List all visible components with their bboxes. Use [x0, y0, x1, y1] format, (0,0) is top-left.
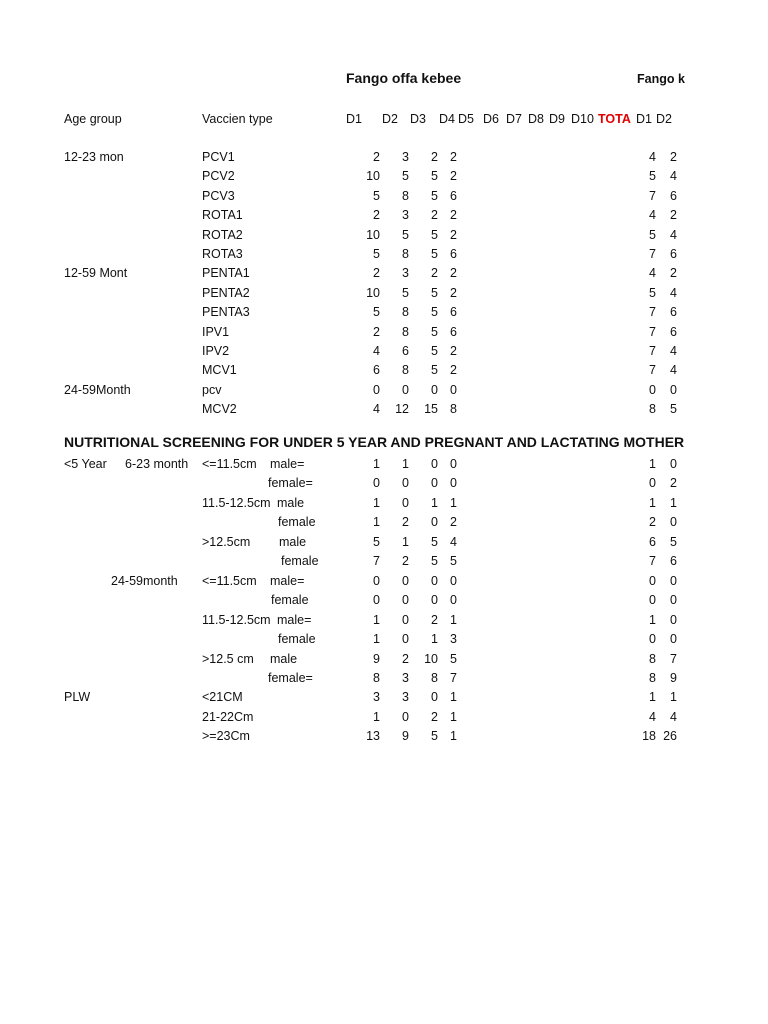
cell-d1: 5: [373, 305, 380, 320]
cell-d1: 1: [373, 709, 380, 724]
vaccine-label: ROTA3: [202, 247, 243, 261]
cell-d1: 1: [373, 495, 380, 510]
cell-kebele2-d2: 5: [670, 534, 677, 549]
sex-label: male=: [270, 457, 305, 471]
nutrition-section-title: NUTRITIONAL SCREENING FOR UNDER 5 YEAR AND PREGNANT AND LACTATING MOTHER: [64, 434, 685, 450]
cell-d1: 1: [373, 632, 380, 647]
cell-d2: 8: [402, 305, 409, 320]
header-total: TOTA: [598, 112, 631, 126]
cell-kebele2-d1: 8: [649, 402, 656, 417]
cell-d4: 1: [450, 690, 457, 705]
cell-d3: 5: [431, 554, 438, 569]
cell-d4: 7: [450, 670, 457, 685]
cell-kebele2-d1: 0: [649, 573, 656, 588]
cell-kebele2-d1: 7: [649, 363, 656, 378]
cell-d2: 1: [402, 457, 409, 471]
cell-d1: 1: [373, 612, 380, 627]
cell-d3: 2: [431, 612, 438, 627]
vaccine-label: PENTA2: [202, 285, 250, 300]
sex-label: male=: [270, 573, 305, 588]
cell-d3: 5: [431, 344, 438, 358]
cell-d3: 5: [431, 363, 438, 378]
cell-kebele2-d2: 0: [670, 515, 677, 530]
muac-range-label: >12.5cm: [202, 534, 251, 549]
cell-d1: 5: [373, 534, 380, 549]
cell-d3: 0: [431, 573, 438, 588]
cell-kebele2-d2: 7: [670, 651, 677, 666]
sex-label: female: [278, 632, 316, 647]
cell-d1: 2: [373, 266, 380, 281]
cell-kebele2-d2: 1: [670, 690, 677, 705]
cell-kebele2-d2: 6: [670, 324, 677, 339]
cell-d3: 5: [431, 169, 438, 184]
cell-kebele2-d1: 5: [649, 285, 656, 300]
age-group-label: 24-59Month: [64, 382, 131, 397]
cell-d1: 6: [373, 363, 380, 378]
cell-d2: 2: [402, 554, 409, 569]
cell-d2: 3: [402, 690, 409, 705]
vaccine-label: MCV2: [202, 402, 237, 417]
muac-range-label: <=11.5cm: [202, 457, 257, 471]
cell-kebele2-d2: 6: [670, 247, 677, 261]
cell-d3: 2: [431, 266, 438, 281]
cell-d1: 9: [373, 651, 380, 666]
header-day-d9: D9: [549, 112, 565, 126]
cell-d4: 4: [450, 534, 457, 549]
cell-d4: 2: [450, 344, 457, 358]
vaccine-label: PCV3: [202, 188, 235, 203]
cell-d3: 0: [431, 382, 438, 397]
cell-d3: 5: [431, 247, 438, 261]
age-group-label: 12-59 Mont: [64, 266, 128, 281]
cell-kebele2-d2: 4: [670, 709, 677, 724]
header-day2-d2: D2: [656, 112, 672, 126]
cell-d4: 6: [450, 324, 457, 339]
cell-d2: 0: [402, 593, 409, 608]
cell-kebele2-d1: 8: [649, 651, 656, 666]
cell-d3: 1: [431, 495, 438, 510]
cell-kebele2-d1: 1: [649, 457, 656, 471]
cell-kebele2-d1: 1: [649, 690, 656, 705]
cell-d1: 13: [366, 729, 380, 744]
cell-d2: 5: [402, 285, 409, 300]
vaccine-label: PENTA1: [202, 266, 250, 281]
cell-d3: 0: [431, 476, 438, 491]
cell-d4: 5: [450, 651, 457, 666]
cell-d4: 0: [450, 593, 457, 608]
muac-range-label: <=11.5cm: [202, 573, 257, 588]
cell-d4: 2: [450, 363, 457, 378]
cell-d2: 8: [402, 188, 409, 203]
cell-d4: 0: [450, 573, 457, 588]
cell-d3: 5: [431, 188, 438, 203]
cell-d3: 0: [431, 690, 438, 705]
cell-kebele2-d1: 0: [649, 382, 656, 397]
cell-d1: 3: [373, 690, 380, 705]
cell-kebele2-d2: 0: [670, 457, 677, 471]
cell-d2: 2: [402, 651, 409, 666]
cell-d1: 0: [373, 382, 380, 397]
header-day-d2: D2: [382, 112, 398, 126]
cell-kebele2-d1: 0: [649, 476, 656, 491]
cell-d4: 2: [450, 266, 457, 281]
cell-d3: 5: [431, 534, 438, 549]
cell-d2: 3: [402, 266, 409, 281]
cell-kebele2-d2: 6: [670, 305, 677, 320]
header-day-d4: D4: [439, 112, 455, 126]
cell-kebele2-d1: 4: [649, 150, 656, 164]
vaccine-label: pcv: [202, 382, 222, 397]
cell-d3: 5: [431, 324, 438, 339]
cell-d4: 2: [450, 227, 457, 242]
cell-d4: 2: [450, 515, 457, 530]
cell-kebele2-d2: 26: [663, 729, 677, 744]
sex-label: male=: [277, 612, 312, 627]
cell-d1: 5: [373, 247, 380, 261]
cell-d1: 4: [373, 344, 380, 358]
sex-label: female: [271, 593, 309, 608]
cell-kebele2-d1: 18: [642, 729, 656, 744]
cell-kebele2-d1: 4: [649, 266, 656, 281]
vaccine-label: MCV1: [202, 363, 237, 378]
cell-d4: 5: [450, 554, 457, 569]
cell-kebele2-d2: 9: [670, 670, 677, 685]
cell-kebele2-d1: 1: [649, 612, 656, 627]
cell-kebele2-d1: 7: [649, 344, 656, 358]
cell-kebele2-d2: 0: [670, 593, 677, 608]
age-range-label: 6-23 month: [125, 457, 189, 471]
cell-kebele2-d1: 5: [649, 169, 656, 184]
muac-range-label: >12.5 cm: [202, 651, 254, 666]
cell-d2: 2: [402, 515, 409, 530]
age-group-label: 12-23 mon: [64, 150, 124, 164]
cell-d3: 2: [431, 709, 438, 724]
cell-d1: 1: [373, 457, 380, 471]
cell-d1: 0: [373, 476, 380, 491]
cell-d2: 0: [402, 476, 409, 491]
cell-d3: 5: [431, 305, 438, 320]
cell-d4: 0: [450, 476, 457, 491]
age-range-label: 24-59month: [111, 573, 178, 588]
cell-d2: 8: [402, 247, 409, 261]
cell-d2: 0: [402, 382, 409, 397]
cell-kebele2-d2: 2: [670, 476, 677, 491]
cell-d2: 0: [402, 612, 409, 627]
cell-d4: 3: [450, 632, 457, 647]
cell-d4: 1: [450, 729, 457, 744]
cell-kebele2-d1: 7: [649, 247, 656, 261]
muac-range-label: 11.5-12.5cm: [202, 612, 271, 627]
header-day-d6: D6: [483, 112, 499, 126]
cell-d1: 0: [373, 593, 380, 608]
cell-kebele2-d2: 2: [670, 266, 677, 281]
vaccine-label: ROTA2: [202, 227, 243, 242]
cell-d4: 1: [450, 495, 457, 510]
sex-label: female=: [268, 476, 313, 491]
sex-label: male: [277, 495, 305, 510]
cell-d2: 3: [402, 670, 409, 685]
cell-d4: 1: [450, 612, 457, 627]
cell-kebele2-d1: 6: [649, 534, 656, 549]
cell-d2: 5: [402, 227, 409, 242]
cell-d4: 1: [450, 709, 457, 724]
cell-d2: 8: [402, 324, 409, 339]
cell-d1: 8: [373, 670, 380, 685]
cell-d3: 2: [431, 208, 438, 223]
muac-range-label: <21CM: [202, 690, 243, 705]
cell-d2: 9: [402, 729, 409, 744]
cell-d1: 2: [373, 208, 380, 223]
cell-kebele2-d2: 0: [670, 632, 677, 647]
cell-d2: 0: [402, 632, 409, 647]
muac-range-label: >=23Cm: [202, 729, 250, 744]
cell-d1: 7: [373, 554, 380, 569]
cell-kebele2-d2: 4: [670, 344, 677, 358]
vaccine-label: IPV1: [202, 324, 230, 339]
cell-d3: 0: [431, 515, 438, 530]
cell-d4: 0: [450, 382, 457, 397]
cell-d4: 2: [450, 285, 457, 300]
cell-d2: 0: [402, 495, 409, 510]
cell-d1: 4: [373, 402, 380, 417]
muac-range-label: 11.5-12.5cm: [202, 495, 271, 510]
sex-label: female: [281, 554, 319, 569]
sex-label: male: [270, 651, 298, 666]
cell-d2: 0: [402, 573, 409, 588]
group-label: <5 Year: [64, 457, 107, 471]
cell-kebele2-d2: 5: [670, 402, 677, 417]
cell-kebele2-d1: 2: [649, 515, 656, 530]
cell-kebele2-d2: 6: [670, 188, 677, 203]
vaccine-label: PCV2: [202, 169, 235, 184]
sex-label: female: [278, 515, 316, 530]
cell-kebele2-d2: 0: [670, 573, 677, 588]
cell-d1: 10: [366, 285, 380, 300]
cell-d2: 5: [402, 169, 409, 184]
cell-d3: 1: [431, 632, 438, 647]
header-day-d7: D7: [506, 112, 522, 126]
cell-kebele2-d1: 4: [649, 208, 656, 223]
cell-d2: 3: [402, 150, 409, 164]
cell-kebele2-d2: 0: [670, 382, 677, 397]
cell-d4: 2: [450, 169, 457, 184]
cell-kebele2-d1: 7: [649, 554, 656, 569]
cell-kebele2-d1: 7: [649, 324, 656, 339]
cell-kebele2-d1: 7: [649, 305, 656, 320]
group-label: PLW: [64, 690, 91, 705]
kebele-title-fango-offa: Fango offa kebee: [346, 70, 462, 86]
cell-d4: 0: [450, 457, 457, 471]
cell-d2: 0: [402, 709, 409, 724]
cell-kebele2-d1: 1: [649, 495, 656, 510]
cell-d3: 5: [431, 285, 438, 300]
cell-d3: 8: [431, 670, 438, 685]
header-day-d3: D3: [410, 112, 426, 126]
cell-d4: 6: [450, 305, 457, 320]
header-day-d1: D1: [346, 112, 362, 126]
header-vaccine-type: Vaccien type: [202, 112, 273, 126]
cell-d3: 5: [431, 729, 438, 744]
cell-kebele2-d1: 5: [649, 227, 656, 242]
cell-d2: 6: [402, 344, 409, 358]
cell-d4: 2: [450, 208, 457, 223]
cell-d3: 0: [431, 593, 438, 608]
cell-d1: 2: [373, 324, 380, 339]
cell-d3: 10: [424, 651, 438, 666]
cell-kebele2-d1: 4: [649, 709, 656, 724]
sex-label: male: [279, 534, 307, 549]
cell-d2: 8: [402, 363, 409, 378]
cell-d4: 2: [450, 150, 457, 164]
cell-kebele2-d2: 6: [670, 554, 677, 569]
muac-range-label: 21-22Cm: [202, 709, 254, 724]
sex-label: female=: [268, 670, 313, 685]
header-day2-d1: D1: [636, 112, 652, 126]
cell-d4: 6: [450, 188, 457, 203]
cell-kebele2-d2: 2: [670, 150, 677, 164]
header-day-d10: D10: [571, 112, 594, 126]
cell-kebele2-d2: 1: [670, 495, 677, 510]
cell-d1: 10: [366, 169, 380, 184]
cell-d3: 5: [431, 227, 438, 242]
cell-kebele2-d1: 0: [649, 632, 656, 647]
header-day-d8: D8: [528, 112, 544, 126]
cell-d4: 6: [450, 247, 457, 261]
vaccine-label: PENTA3: [202, 305, 250, 320]
cell-d1: 0: [373, 573, 380, 588]
cell-d2: 3: [402, 208, 409, 223]
cell-d3: 0: [431, 457, 438, 471]
cell-d2: 1: [402, 534, 409, 549]
kebele-title-fango-cut: Fango k: [637, 72, 685, 86]
cell-kebele2-d1: 7: [649, 188, 656, 203]
cell-kebele2-d2: 4: [670, 285, 677, 300]
header-age-group: Age group: [64, 112, 122, 126]
cell-d1: 10: [366, 227, 380, 242]
vaccine-label: IPV2: [202, 344, 230, 358]
cell-d2: 12: [395, 402, 409, 417]
cell-kebele2-d2: 2: [670, 208, 677, 223]
cell-d1: 5: [373, 188, 380, 203]
vaccine-label: PCV1: [202, 150, 235, 164]
cell-kebele2-d2: 0: [670, 612, 677, 627]
cell-d3: 2: [431, 150, 438, 164]
cell-d4: 8: [450, 402, 457, 417]
cell-kebele2-d2: 4: [670, 363, 677, 378]
cell-kebele2-d1: 0: [649, 593, 656, 608]
cell-kebele2-d2: 4: [670, 227, 677, 242]
vaccine-label: ROTA1: [202, 208, 243, 223]
cell-d3: 15: [424, 402, 438, 417]
cell-d1: 2: [373, 150, 380, 164]
cell-d1: 1: [373, 515, 380, 530]
cell-kebele2-d2: 4: [670, 169, 677, 184]
cell-kebele2-d1: 8: [649, 670, 656, 685]
header-day-d5: D5: [458, 112, 474, 126]
